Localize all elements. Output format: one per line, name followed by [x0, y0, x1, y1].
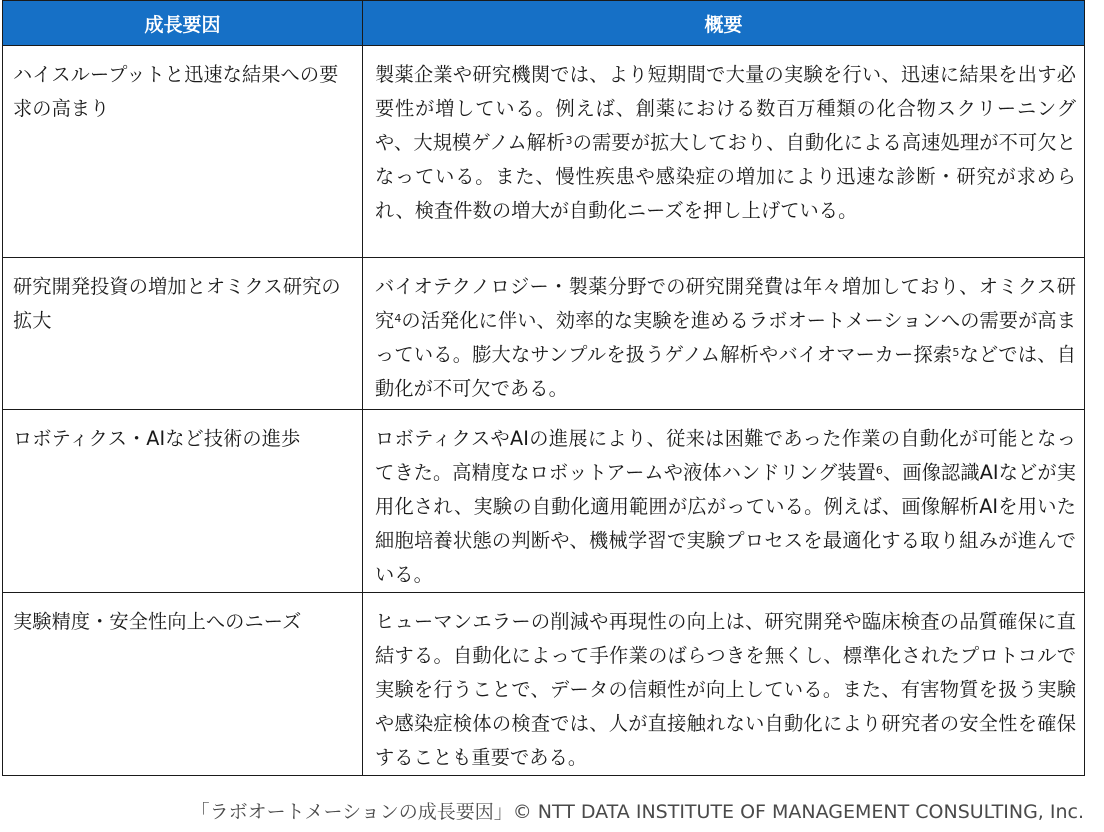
summary-text: の需要が拡大しており、自動化による高速処理が不可欠となっている。また、慢性疾患や感染症の増加により迅速な診断・研究が求められ、検査件数の増大が自動化ニーズを押し上げている。 — [375, 131, 1076, 222]
growth-factor-cell: 実験精度・安全性向上へのニーズ — [3, 593, 363, 776]
summary-cell — [363, 258, 1085, 410]
growth-factors-table — [2, 0, 1085, 776]
footnote-ref: 5 — [952, 345, 960, 359]
header-growth-factor: 成長要因 — [3, 1, 363, 46]
table-row — [3, 593, 1085, 776]
growth-factor-cell: 研究開発投資の増加とオミクス研究の拡大 — [3, 258, 363, 410]
table-row — [3, 410, 1085, 593]
footnote-ref: 6 — [875, 463, 884, 477]
summary-text: 製薬企業や研究機関では、より短期間で大量の実験を行い、迅速に結果を出す必要性が増している。例えば、創薬における数百万種類の化合物スクリーニングや、大規模ゲノム解析 — [375, 63, 1076, 154]
summary-text: などでは、自動化が不可欠である。 — [375, 343, 1076, 400]
summary-text: ヒューマンエラーの削減や再現性の向上は、研究開発や臨床検査の品質確保に直結する。自動化によって手作業のばらつきを無くし、標準化されたプロトコルで実験を行うことで、データの信頼性が向上している。また、有害物質を扱う実験や感染症検体の検査では、人が直接触れない自動化により研究者の安全性を確保することも重要である。 — [375, 610, 1076, 769]
footnote-ref: 3 — [565, 133, 573, 147]
table-header-row — [3, 1, 1085, 46]
summary-text: バイオテクノロジー・製薬分野での研究開発費は年々増加しており、オミクス研究 — [375, 275, 1076, 332]
summary-cell — [363, 593, 1085, 776]
footnote-ref: 4 — [394, 311, 402, 325]
table-row — [3, 258, 1085, 410]
summary-text: の活発化に伴い、効率的な実験を進めるラボオートメーションへの需要が高まっている。膨大なサンプルを扱うゲノム解析やバイオマーカー探索 — [375, 309, 1076, 366]
table-row — [3, 46, 1085, 258]
summary-cell — [363, 46, 1085, 258]
growth-factor-cell: ロボティクス・AIなど技術の進歩 — [3, 410, 363, 593]
growth-factor-cell: ハイスループットと迅速な結果への要求の高まり — [3, 46, 363, 258]
growth-factors-table-container — [2, 0, 1084, 776]
figure-caption: 「ラボオートメーションの成長要因」© NTT DATA INSTITUTE OF MANAGEMENT CONSULTING, Inc. — [190, 801, 1084, 823]
summary-cell — [363, 410, 1085, 593]
summary-text: ロボティクスやAIの進展により、従来は困難であった作業の自動化が可能となってきた。高精度なロボットアームや液体ハンドリング装置 — [375, 427, 1076, 484]
header-summary: 概要 — [363, 1, 1085, 46]
summary-text: 、画像認識AIなどが実用化され、実験の自動化適用範囲が広がっている。例えば、画像解析AIを用いた細胞培養状態の判断や、機械学習で実験プロセスを最適化する取り組みが進んでいる。 — [375, 461, 1076, 586]
